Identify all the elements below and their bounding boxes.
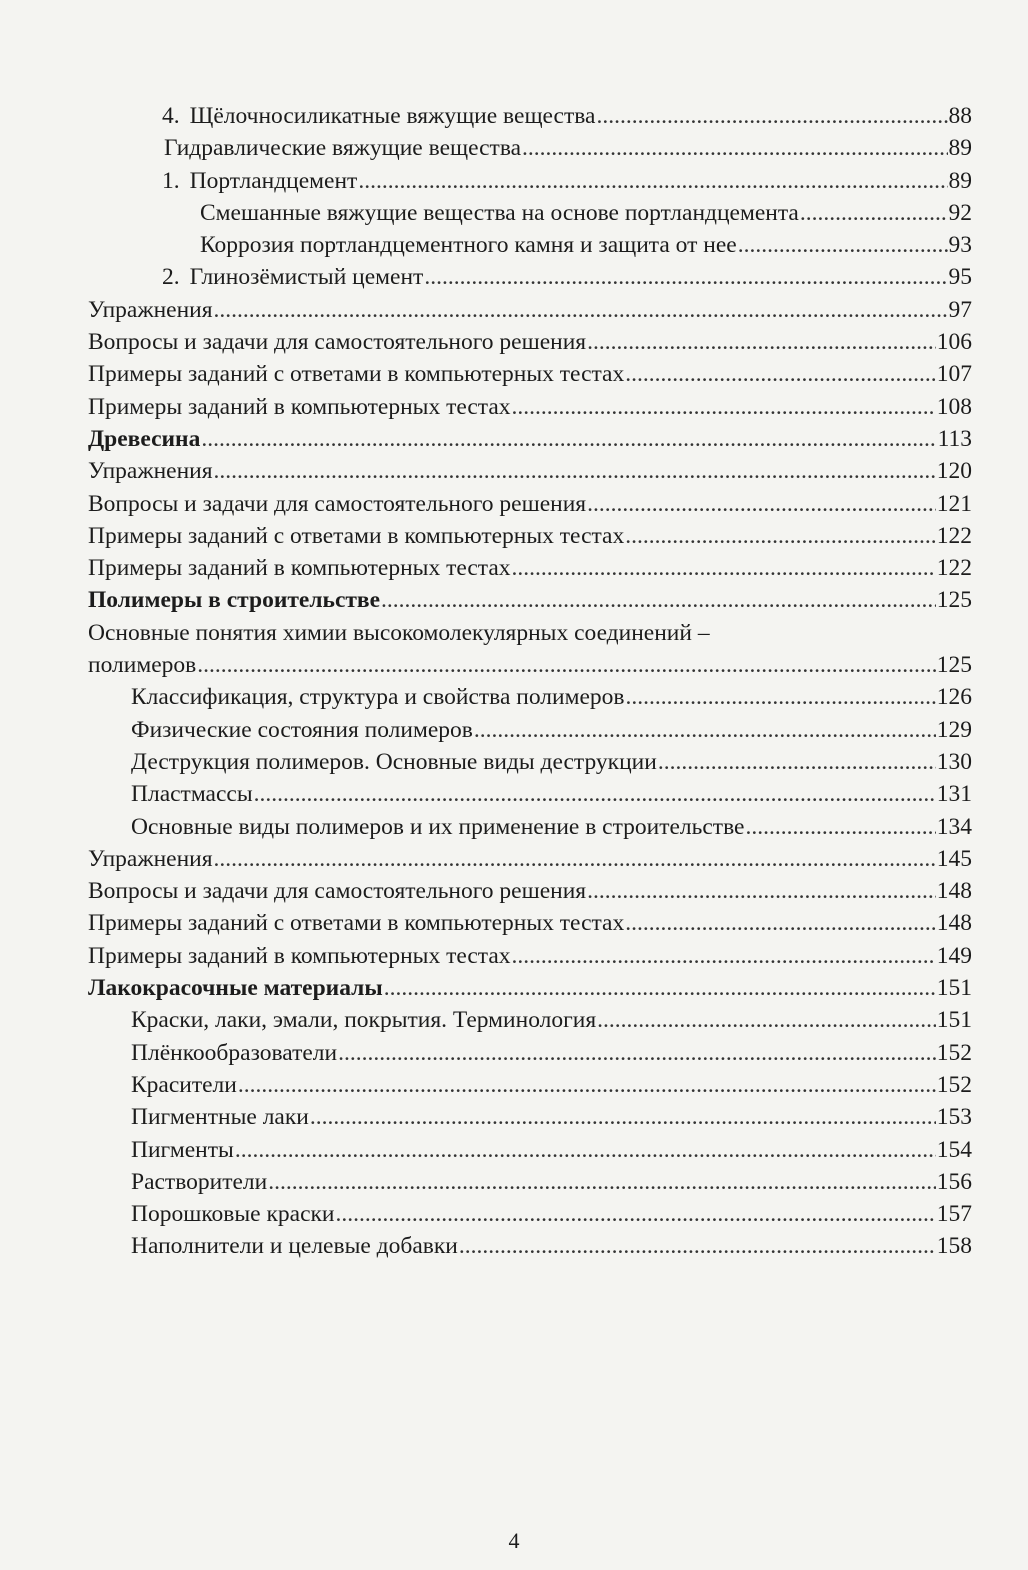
toc-dot-leader xyxy=(597,1004,936,1036)
toc-page-number: 126 xyxy=(936,684,972,711)
toc-page-number: 152 xyxy=(936,1039,972,1066)
toc-page-number: 125 xyxy=(936,587,972,614)
toc-dot-leader xyxy=(268,1166,936,1198)
toc-page-number: 131 xyxy=(936,781,972,808)
toc-entry xyxy=(88,520,972,552)
toc-entry-title: Основные виды полимеров и их применение в строительстве xyxy=(131,813,745,840)
toc-dot-leader xyxy=(459,1230,936,1262)
toc-entry-title: Примеры заданий с ответами в компьютерных тестах xyxy=(88,910,625,937)
toc-dot-leader xyxy=(201,423,936,455)
toc-entry xyxy=(88,843,972,875)
toc-page-number: 151 xyxy=(936,1007,972,1034)
toc-page-number: 93 xyxy=(948,232,972,259)
toc-page-number: 89 xyxy=(948,167,972,194)
toc-page-number: 108 xyxy=(936,393,972,420)
toc-entry-number: 4. xyxy=(162,103,180,129)
toc-page-number: 158 xyxy=(936,1233,972,1260)
toc-entry xyxy=(88,1037,972,1069)
toc-dot-leader xyxy=(214,843,936,875)
toc-entry xyxy=(88,907,972,939)
toc-page-number: 134 xyxy=(936,813,972,840)
toc-page-number: 92 xyxy=(948,199,972,226)
toc-entry xyxy=(88,617,972,649)
toc-dot-leader xyxy=(310,1101,936,1133)
toc-page-number: 97 xyxy=(948,296,972,323)
toc-page-number: 153 xyxy=(936,1104,972,1131)
toc-page-number: 129 xyxy=(936,716,972,743)
toc-entry-title: Примеры заданий в компьютерных тестах xyxy=(88,555,511,582)
toc-entry xyxy=(88,132,972,164)
toc-entry-title: Вопросы и задачи для самостоятельного решения xyxy=(88,878,587,905)
toc-entry-title: Глинозёмистый цемент xyxy=(189,264,424,291)
toc-dot-leader xyxy=(336,1198,936,1230)
toc-entry xyxy=(88,940,972,972)
toc-dot-leader xyxy=(625,907,936,939)
toc-dot-leader xyxy=(338,1037,936,1069)
toc-entry-title: Вопросы и задачи для самостоятельного решения xyxy=(88,490,587,517)
toc-entry-title: Порошковые краски xyxy=(131,1201,335,1228)
toc-entry-title: Примеры заданий в компьютерных тестах xyxy=(88,942,511,969)
toc-page-number: 121 xyxy=(936,490,972,517)
toc-entry xyxy=(88,714,972,746)
toc-entry xyxy=(88,584,972,616)
toc-dot-leader xyxy=(800,197,948,229)
toc-page-number: 88 xyxy=(948,103,972,129)
toc-entry-title: Гидравлические вяжущие вещества xyxy=(164,135,522,162)
toc-entry-title: Классификация, структура и свойства полимеров xyxy=(131,684,625,711)
toc-page-number: 130 xyxy=(936,748,972,775)
toc-entry xyxy=(88,455,972,487)
toc-entry xyxy=(88,1166,972,1198)
toc-entry xyxy=(88,423,972,455)
toc-dot-leader xyxy=(745,811,935,843)
toc-entry-title: Полимеры в строительстве xyxy=(88,587,381,614)
toc-page-number: 145 xyxy=(936,845,972,872)
toc-page-number: 95 xyxy=(948,264,972,291)
toc-dot-leader xyxy=(197,649,936,681)
toc-page-number: 151 xyxy=(936,975,972,1002)
toc-dot-leader xyxy=(512,940,936,972)
toc-entry xyxy=(88,746,972,778)
toc-dot-leader xyxy=(522,132,947,164)
toc-entry-title: Физические состояния полимеров xyxy=(131,716,473,743)
toc-dot-leader xyxy=(587,326,936,358)
toc-dot-leader xyxy=(625,520,936,552)
toc-page-number: 152 xyxy=(936,1071,972,1098)
toc-page-number: 106 xyxy=(936,329,972,356)
toc-entry xyxy=(88,1230,972,1262)
toc-entry-title: Пигменты xyxy=(131,1136,234,1163)
toc-entry xyxy=(88,875,972,907)
toc-dot-leader xyxy=(358,165,947,197)
toc-dot-leader xyxy=(625,681,935,713)
toc-entry-title: Упражнения xyxy=(88,845,213,872)
toc-page-number: 149 xyxy=(936,942,972,969)
toc-entry xyxy=(88,229,972,261)
toc-entry xyxy=(88,358,972,390)
toc-entry-title: Древесина xyxy=(88,425,201,452)
toc-entry-title: полимеров xyxy=(88,652,197,679)
toc-entry xyxy=(88,326,972,358)
toc-dot-leader xyxy=(512,552,936,584)
toc-dot-leader xyxy=(587,875,936,907)
toc-entry xyxy=(88,100,972,132)
toc-dot-leader xyxy=(214,294,948,326)
toc-dot-leader xyxy=(238,1069,936,1101)
toc-entry-title: Смешанные вяжущие вещества на основе портландцемента xyxy=(200,199,799,226)
toc-entry-title: Растворители xyxy=(131,1168,268,1195)
toc-entry-title: Лакокрасочные материалы xyxy=(88,975,383,1002)
toc-page-number: 113 xyxy=(937,425,972,452)
toc-entry xyxy=(88,1134,972,1166)
page-number: 4 xyxy=(508,1528,520,1553)
toc-entry xyxy=(88,488,972,520)
toc-page-number: 157 xyxy=(936,1201,972,1228)
toc-entry xyxy=(88,811,972,843)
toc-entry-title: Вопросы и задачи для самостоятельного решения xyxy=(88,329,587,356)
toc-entry-title: Коррозия портландцементного камня и защита от нее xyxy=(200,232,737,259)
toc-dot-leader xyxy=(587,488,936,520)
toc-dot-leader xyxy=(384,972,936,1004)
toc-entry xyxy=(88,197,972,229)
toc-dot-leader xyxy=(738,229,948,261)
toc-entry xyxy=(88,1198,972,1230)
toc-page-number: 125 xyxy=(936,652,972,679)
toc-page-number: 122 xyxy=(936,522,972,549)
toc-entry-title: Основные понятия химии высокомолекулярных соединений – xyxy=(88,619,710,646)
toc-entry-title: Плёнкообразователи xyxy=(131,1039,338,1066)
toc-entry-title: Пластмассы xyxy=(131,781,253,808)
toc-dot-leader xyxy=(381,584,936,616)
toc-page-number: 154 xyxy=(936,1136,972,1163)
toc-entry-title: Примеры заданий с ответами в компьютерных тестах xyxy=(88,522,625,549)
toc-page-number: 148 xyxy=(936,910,972,937)
toc-dot-leader xyxy=(214,455,936,487)
toc-entry xyxy=(88,1101,972,1133)
toc-page-number: 107 xyxy=(936,361,972,388)
toc-entry-title: Красители xyxy=(131,1071,237,1098)
toc-entry xyxy=(88,391,972,423)
toc-entry xyxy=(88,649,972,681)
toc-dot-leader xyxy=(658,746,936,778)
toc-entry-number: 1. xyxy=(162,167,180,194)
toc-entry xyxy=(88,1069,972,1101)
toc-dot-leader xyxy=(625,358,936,390)
toc-dot-leader xyxy=(254,778,936,810)
toc-dot-leader xyxy=(474,714,936,746)
toc-page-number: 120 xyxy=(936,458,972,485)
toc-entry xyxy=(88,1004,972,1036)
toc-entry xyxy=(88,294,972,326)
toc-entry xyxy=(88,972,972,1004)
toc-entry-title: Щёлочносиликатные вяжущие вещества xyxy=(189,103,596,129)
toc-dot-leader xyxy=(235,1134,936,1166)
toc-dot-leader xyxy=(424,261,947,293)
toc-page-number: 148 xyxy=(936,878,972,905)
toc-entry-title: Упражнения xyxy=(88,458,213,485)
toc-page-number: 89 xyxy=(948,135,972,162)
toc-entry-title: Деструкция полимеров. Основные виды деструкции xyxy=(131,748,657,775)
table-of-contents xyxy=(88,100,972,1263)
toc-page-number: 156 xyxy=(936,1168,972,1195)
toc-dot-leader xyxy=(596,100,947,132)
toc-entry-title: Примеры заданий в компьютерных тестах xyxy=(88,393,511,420)
toc-entry-title: Примеры заданий с ответами в компьютерных тестах xyxy=(88,361,625,388)
toc-entry-title: Упражнения xyxy=(88,296,213,323)
toc-entry-number: 2. xyxy=(162,264,180,291)
toc-entry xyxy=(88,261,972,293)
toc-entry xyxy=(88,165,972,197)
toc-entry xyxy=(88,681,972,713)
toc-entry xyxy=(88,778,972,810)
toc-dot-leader xyxy=(512,391,936,423)
toc-entry-title: Портландцемент xyxy=(189,167,358,194)
toc-page-number: 122 xyxy=(936,555,972,582)
toc-entry-title: Пигментные лаки xyxy=(131,1104,309,1131)
toc-entry xyxy=(88,552,972,584)
toc-entry-title: Краски, лаки, эмали, покрытия. Терминология xyxy=(131,1007,597,1034)
toc-entry-title: Наполнители и целевые добавки xyxy=(131,1233,458,1260)
